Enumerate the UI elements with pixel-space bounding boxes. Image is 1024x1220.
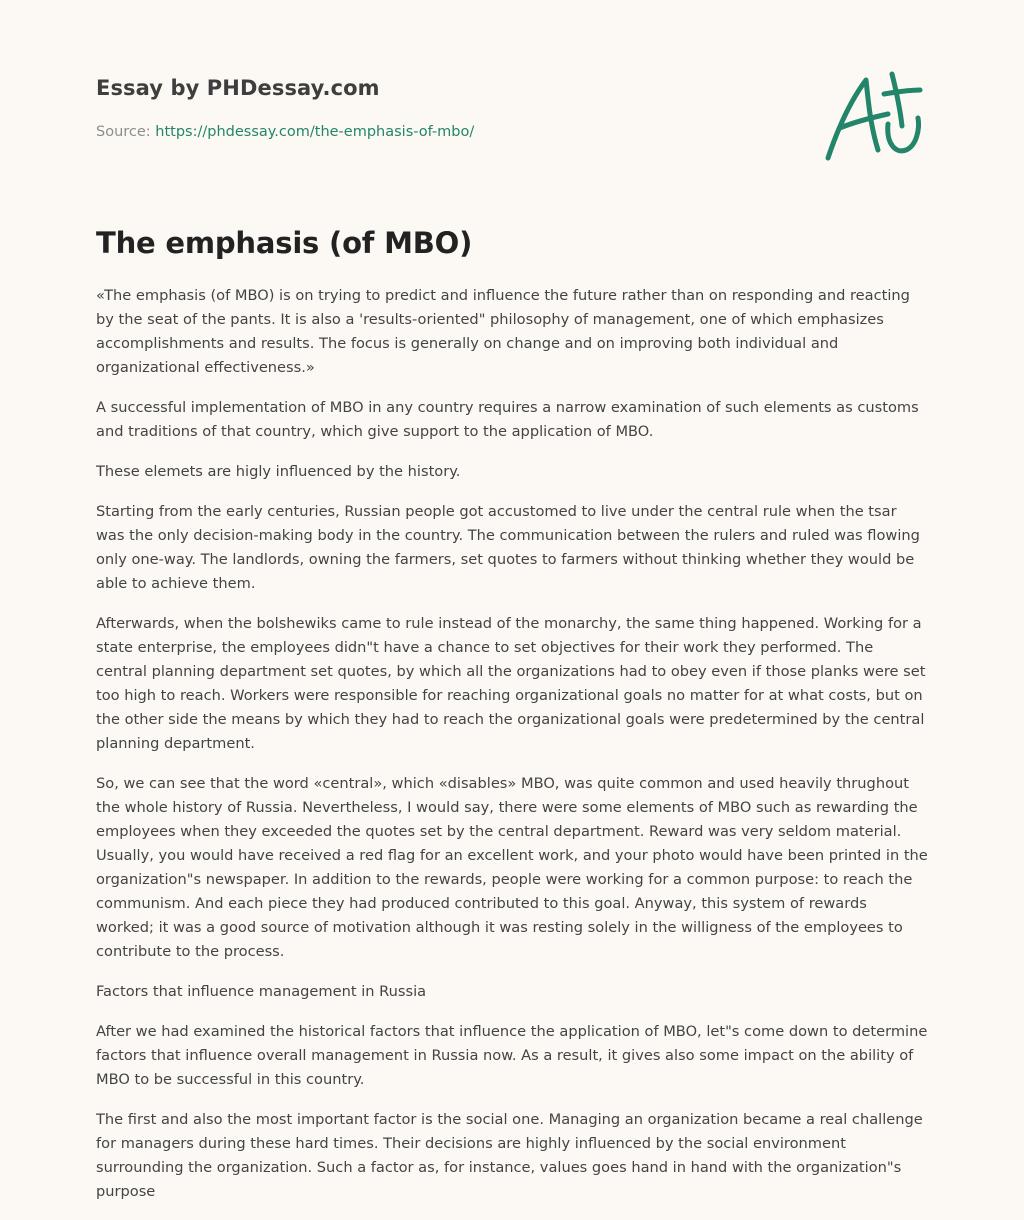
paragraph: So, we can see that the word «central», which «disables» MBO, was quite common and used heavily thrughout the whole history of Russia. Nevertheless, I would say, there were some elements of MBO such as rewarding the employees when they exceeded the quotes set by the central department. Reward was very seldom material. Usually, you would have received a red flag for an excellent work, and your photo would have been printed in the organization"s newspaper. In addition to the rewards, people were working for a common purpose: to reach the communism. And each piece they had produced contributed to this goal. Anyway, this system of rewards worked; it was a good source of motivation although it was resting solely in the willigness of the employees to contribute to the process. [96,775,928,960]
paragraph: These elemets are higly influenced by the history. [96,463,461,480]
brand-title: Essay by PHDessay.com [96,76,380,100]
a-plus-logo-icon [822,68,926,164]
paragraph: The first and also the most important factor is the social one. Managing an organization became a real challenge for managers during these hard times. Their decisions are highly influenced by the social environment surrounding the organization. Such a factor as, for instance, values goes hand in hand with the organization"s purpose [96,1111,923,1200]
paragraph: After we had examined the historical factors that influence the application of MBO, let"s come down to determine factors that influence overall management in Russia now. As a result, it gives also some impact on the ability of MBO to be successful in this country. [96,1023,928,1088]
article-body [96,284,928,1220]
paragraph: «The emphasis (of MBO) is on trying to predict and influence the future rather than on responding and reacting by the seat of the pants. It is also a 'results-oriented" philosophy of management, one of which emphasizes accomplishments and results. The focus is generally on change and on improving both individual and organizational effectiveness.» [96,287,910,376]
page-header [96,0,928,200]
article-title: The emphasis (of MBO) [96,226,473,260]
paragraph: Starting from the early centuries, Russian people got accustomed to live under the central rule when the tsar was the only decision-making body in the country. The communication between the rulers and ruled was flowing only one-way. The landlords, owning the farmers, set quotes to farmers without thinking whether they would be able to achieve them. [96,503,920,592]
source-line [96,124,474,140]
paragraph: A successful implementation of MBO in any country requires a narrow examination of such elements as customs and traditions of that country, which give support to the application of MBO. [96,399,919,440]
source-link[interactable]: https://phdessay.com/the-emphasis-of-mbo/ [155,124,475,140]
section-heading: Factors that influence management in Russia [96,983,427,1000]
essay-page [96,0,928,1200]
source-label: Source: [96,124,156,140]
paragraph: Afterwards, when the bolshewiks came to rule instead of the monarchy, the same thing happened. Working for a state enterprise, the employees didn"t have a chance to set objectives for their work they performed. The central planning department set quotes, by which all the organizations had to obey even if those planks were set too high to reach. Workers were responsible for reaching organizational goals no matter for at what costs, but on the other side the means by which they had to reach the organizational goals were predetermined by the central planning department. [96,615,926,752]
